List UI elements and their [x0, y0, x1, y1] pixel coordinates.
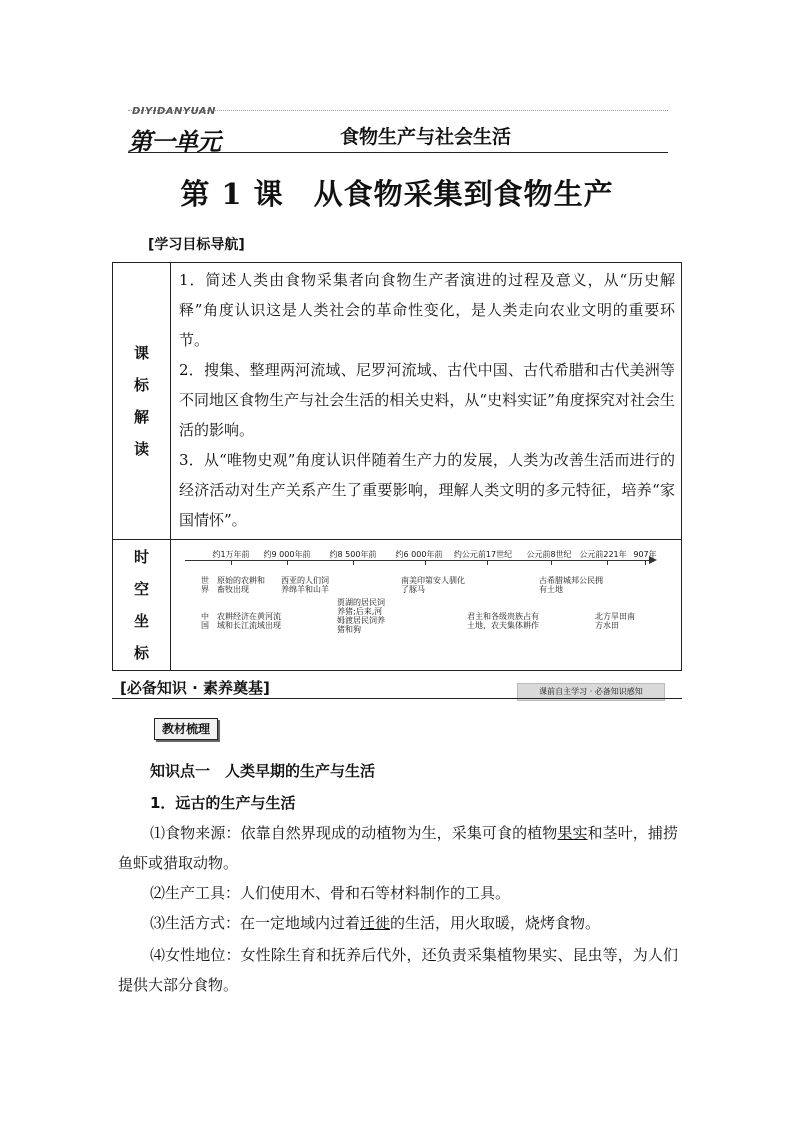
timeline-tick — [353, 560, 354, 565]
goal-item-2: 2．搜集、整理两河流域、尼罗河流域、古代中国、古代希腊和古代美洲等不同地区食物生产与社会生活的相关史料，从“史料实证”角度探究对社会生活的影响。 — [179, 361, 675, 439]
timeline-tick — [551, 560, 552, 565]
timeline-label — [113, 540, 171, 671]
timeline-event-world: 古希腊城邦公民拥有土地 — [539, 576, 603, 594]
goal-item-3: 3．从“唯物史观”角度认识伴随着生产力的发展，人类为改善生活而进行的经济活动对生产关系产生了重要影响，理解人类文明的多元特征，培养“家国情怀”。 — [179, 451, 675, 529]
timeline-row-china: 中国 — [201, 612, 209, 630]
label-char: 解 — [133, 408, 149, 426]
timeline-tick-label: 公元前8世纪 — [526, 550, 572, 559]
goals-row-timeline — [113, 540, 682, 671]
timeline-tick — [487, 560, 488, 565]
timeline-axis — [185, 560, 651, 561]
standards-text — [171, 263, 682, 540]
lesson-title: 第 1 课 从食物采集到食物生产 — [180, 177, 614, 211]
timeline-event-world: 南美印第安人驯化了豚马 — [401, 576, 465, 594]
timeline-event-china: 农耕经济在黄河流域和长江流域出现 — [217, 612, 281, 630]
standards-label — [113, 263, 171, 540]
paragraph-tools: ⑵生产工具：人们使用木、骨和石等材料制作的工具。 — [150, 884, 511, 902]
timeline-tick — [231, 560, 232, 565]
text-run: ⑴食物来源：依靠自然界现成的动植物为生，采集可食的植物 — [150, 824, 558, 842]
timeline-tick — [287, 560, 288, 565]
label-char: 空 — [133, 580, 149, 598]
goal-item-1: 1．简述人类由食物采集者向食物生产者演进的过程及意义，从“历史解释”角度认识这是人类社会的革命性变化，是人类走向农业文明的重要环节。 — [179, 271, 675, 349]
unit-badge: 第一单元 — [128, 128, 220, 156]
paragraph-women-status: ⑷女性地位：女性除生育和抚养后代外，还负责采集植物果实、昆虫等，为人们提供大部分食物。 — [118, 946, 678, 994]
paragraph-lifestyle — [118, 908, 678, 938]
subsection-title: 1．远古的生产与生活 — [150, 794, 296, 812]
timeline — [171, 540, 681, 660]
timeline-tick-label: 约8 500年前 — [329, 550, 377, 559]
goals-table — [112, 262, 682, 671]
label-char: 标 — [133, 376, 149, 394]
header-rule — [128, 152, 668, 153]
unit-title: 食物生产与社会生活 — [340, 126, 512, 148]
timeline-tick-label: 约1万年前 — [212, 550, 250, 559]
text-run: ⑶生活方式：在一定地域内过着 — [150, 914, 361, 932]
timeline-event-world: 西亚的人们饲养绵羊和山羊 — [281, 576, 329, 594]
textbook-review-box: 教材梳理 — [154, 718, 218, 740]
text-run: 的生活，用火取暖，烧烤食物。 — [390, 914, 601, 932]
underlined-term: 迁徙 — [360, 914, 391, 932]
timeline-tick-label: 907年 — [633, 550, 657, 559]
timeline-row-world: 世界 — [201, 576, 209, 594]
unit-pinyin: DIYIDANYUAN — [132, 106, 216, 117]
label-char: 坐 — [133, 612, 149, 630]
guide-label: [学习目标导航] — [148, 237, 245, 253]
knowledge-point-title: 知识点一 人类早期的生产与生活 — [150, 762, 376, 780]
timeline-cell — [171, 540, 682, 671]
goals-row-standards — [113, 263, 682, 540]
timeline-tick — [645, 560, 646, 565]
paragraph-food-source — [118, 818, 678, 878]
timeline-tick-label: 约9 000年前 — [263, 550, 311, 559]
text-run: 和茎叶，捕捞鱼虾或猎取动物。 — [118, 824, 678, 872]
timeline-event-china: 君主和各级贵族占有土地，农夫集体耕作 — [467, 612, 539, 630]
timeline-event-china: 北方旱田南方水田 — [595, 612, 635, 630]
timeline-event-world: 原始的农耕和畜牧出现 — [217, 576, 265, 594]
section-rule — [112, 698, 682, 699]
label-char: 读 — [133, 440, 149, 458]
timeline-tick — [425, 560, 426, 565]
timeline-tick-label: 约6 000年前 — [395, 550, 443, 559]
timeline-tick — [607, 560, 608, 565]
label-char: 标 — [133, 644, 149, 662]
underlined-term: 果实 — [557, 824, 588, 842]
label-char: 课 — [133, 344, 149, 362]
timeline-event-china: 贾湖的居民饲养猪;后来,河姆渡居民饲养猪和狗 — [337, 598, 385, 634]
section-banner: [必备知识 · 素养奠基] — [120, 679, 270, 697]
timeline-tick-label: 公元前221年 — [579, 550, 627, 559]
section-tag: 课前自主学习 · 必备知识感知 — [517, 683, 665, 701]
label-char: 时 — [133, 548, 149, 566]
timeline-tick-label: 约公元前17世纪 — [453, 550, 513, 559]
